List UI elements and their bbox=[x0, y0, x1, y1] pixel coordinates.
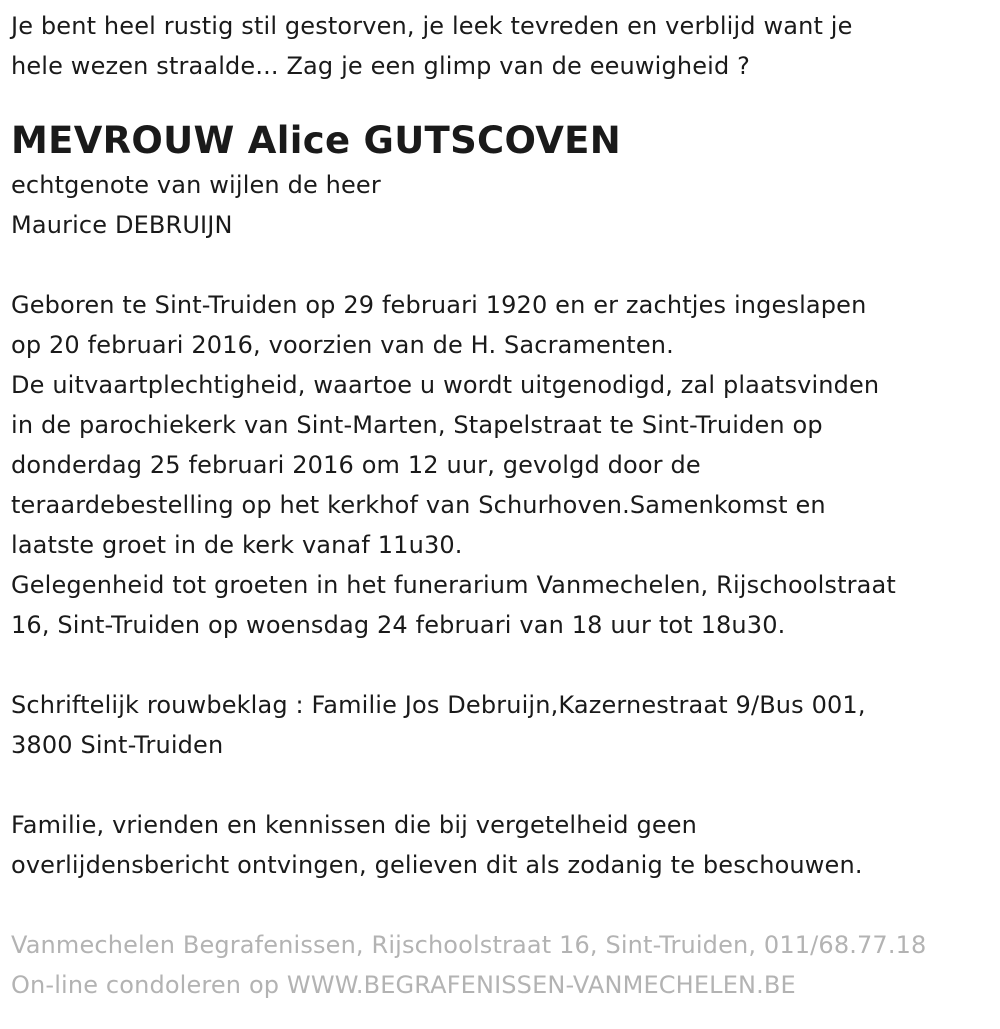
details-line: op 20 februari 2016, voorzien van de H. Sacramenten. bbox=[11, 331, 674, 359]
spouse-line: echtgenote van wijlen de heer bbox=[11, 171, 381, 199]
funeral-details bbox=[11, 285, 996, 645]
condolence-address bbox=[11, 685, 996, 765]
quote-line: hele wezen straalde... Zag je een glimp van de eeuwigheid ? bbox=[11, 52, 751, 80]
spacer bbox=[11, 885, 996, 925]
family-notice bbox=[11, 805, 996, 885]
details-line: Geboren te Sint-Truiden op 29 februari 1920 en er zachtjes ingeslapen bbox=[11, 291, 867, 319]
spacer bbox=[11, 645, 996, 685]
details-line: laatste groet in de kerk vanaf 11u30. bbox=[11, 531, 463, 559]
undertaker-contact: Vanmechelen Begrafenissen, Rijschoolstraat 16, Sint-Truiden, 011/68.77.18 bbox=[11, 931, 927, 959]
details-line: Gelegenheid tot groeten in het funerarium Vanmechelen, Rijschoolstraat bbox=[11, 571, 896, 599]
condolence-line: Schriftelijk rouwbeklag : Familie Jos Debruijn,Kazernestraat 9/Bus 001, bbox=[11, 691, 866, 719]
details-line: in de parochiekerk van Sint-Marten, Stapelstraat te Sint-Truiden op bbox=[11, 411, 823, 439]
notice-line: overlijdensbericht ontvingen, gelieven dit als zodanig te beschouwen. bbox=[11, 851, 863, 879]
spouse-name: Maurice DEBRUIJN bbox=[11, 211, 233, 239]
online-condolence-link[interactable]: On-line condoleren op WWW.BEGRAFENISSEN-VANMECHELEN.BE bbox=[11, 971, 796, 999]
opening-quote bbox=[11, 6, 996, 86]
condolence-line: 3800 Sint-Truiden bbox=[11, 731, 224, 759]
details-line: 16, Sint-Truiden op woensdag 24 februari van 18 uur tot 18u30. bbox=[11, 611, 786, 639]
undertaker-footer bbox=[11, 925, 996, 1005]
notice-line: Familie, vrienden en kennissen die bij vergetelheid geen bbox=[11, 811, 698, 839]
death-notice bbox=[11, 6, 996, 1005]
details-line: De uitvaartplechtigheid, waartoe u wordt uitgenodigd, zal plaatsvinden bbox=[11, 371, 880, 399]
quote-line: Je bent heel rustig stil gestorven, je leek tevreden en verblijd want je bbox=[11, 12, 853, 40]
spacer bbox=[11, 765, 996, 805]
details-line: donderdag 25 februari 2016 om 12 uur, gevolgd door de bbox=[11, 451, 701, 479]
spacer bbox=[11, 245, 996, 285]
details-line: teraardebestelling op het kerkhof van Schurhoven.Samenkomst en bbox=[11, 491, 826, 519]
deceased-name: MEVROUW Alice GUTSCOVEN bbox=[11, 119, 622, 162]
spouse-info bbox=[11, 165, 996, 245]
